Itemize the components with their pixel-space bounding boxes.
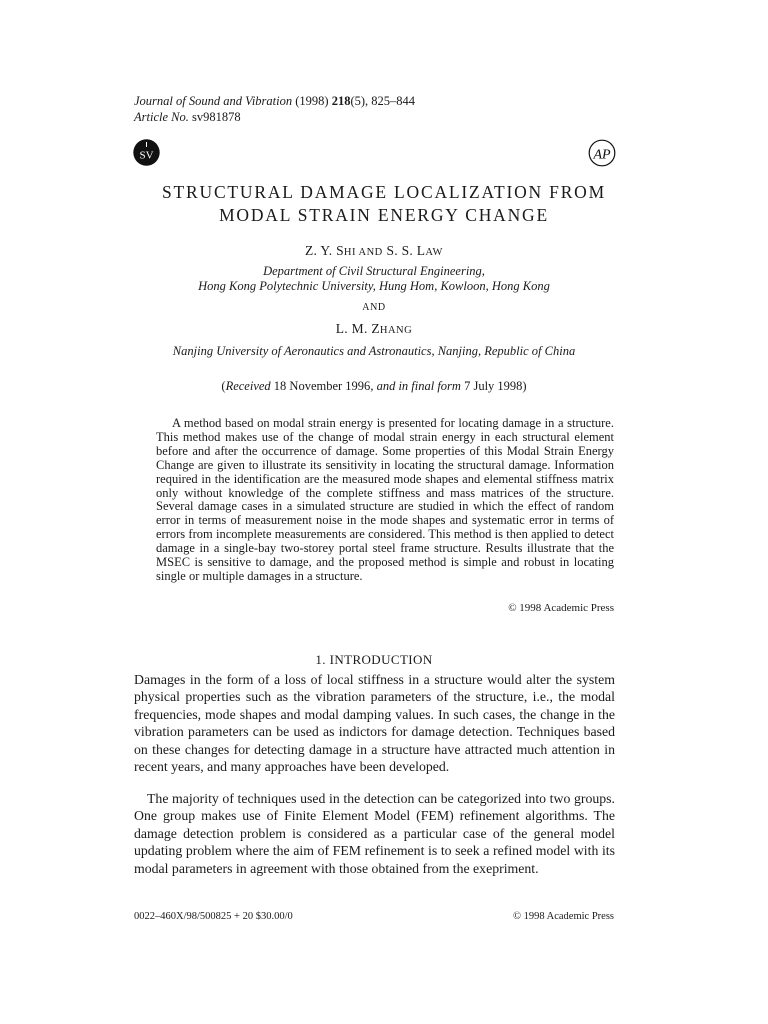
body-paragraph-2-text: The majority of techniques used in the detection can be categorized into two groups. One group makes use of Finite Element Model (FEM) refinement algorithms. The damage detection problem is considered as a particular case of the general model updating problem where the aim of FEM refinement is to seek a refined model with its modal parameters in agreement with those obtained from the exepriment. xyxy=(134,791,615,876)
final-form-phrase: , and in final form xyxy=(370,379,461,393)
journal-name: Journal of Sound and Vibration xyxy=(134,94,293,108)
footer-copyright: © 1998 Academic Press xyxy=(512,911,614,922)
article-label: Article No. xyxy=(134,110,189,124)
received-word: Received xyxy=(225,379,271,393)
sv-logo-icon xyxy=(133,139,160,166)
received-open-paren: ( xyxy=(221,379,226,393)
and-separator: AND xyxy=(362,302,386,313)
journal-citation xyxy=(134,93,415,109)
affiliation-2: Nanjing University of Aeronautics and Astronautics, Nanjing, Republic of China xyxy=(172,344,576,358)
svg-text:SV: SV xyxy=(139,149,154,162)
body-paragraph-2 xyxy=(134,790,615,877)
author-list-1 xyxy=(0,243,748,259)
paper-title-line-1: STRUCTURAL DAMAGE LOCALIZATION FROM xyxy=(162,182,606,202)
footer-issn-code: 0022–460X/98/500825 + 20 $30.00/0 xyxy=(134,911,293,922)
author-2-initials: S. S. L xyxy=(382,243,426,258)
received-close: 1998) xyxy=(494,379,527,393)
article-number-line xyxy=(134,109,241,125)
abstract-copyright: © 1998 Academic Press xyxy=(508,602,614,614)
author-3-surname-rest: HANG xyxy=(379,325,413,336)
author-2-surname-rest: AW xyxy=(425,247,443,258)
author-3-initials: L. M. Z xyxy=(335,321,380,336)
ap-logo-icon xyxy=(588,139,616,167)
body-paragraph-1: Damages in the form of a loss of local stiffness in a structure would alter the system physical properties such as the vibration parameters of the structure, i.e., the modal frequencies, mode shapes and modal damping values. In such cases, the change in the vibration parameters can be used as indictors for damage detection. Techniques based on these changes for detecting damage in a structure have attracted much attention in recent years, and many approaches have been developed. xyxy=(134,672,615,775)
journal-issue-pages: (5), 825–844 xyxy=(350,94,416,108)
journal-volume: 218 xyxy=(331,94,351,108)
article-number: sv981878 xyxy=(191,110,241,124)
author-list-2 xyxy=(0,321,748,337)
journal-year: (1998) xyxy=(295,94,329,108)
affiliation-1-line-2: Hong Kong Polytechnic University, Hung Hom, Kowloon, Hong Kong xyxy=(198,279,550,293)
author-1-surname-rest: HI AND xyxy=(343,247,383,258)
paper-title-line-2: MODAL STRAIN ENERGY CHANGE xyxy=(219,205,549,225)
author-1-initials: Z. Y. S xyxy=(305,243,344,258)
affiliation-1-line-1: Department of Civil Structural Engineering, xyxy=(263,264,485,278)
section-heading-introduction: 1. INTRODUCTION xyxy=(315,652,433,667)
received-dates xyxy=(0,379,748,394)
svg-text:AP: AP xyxy=(593,147,611,163)
abstract-text: A method based on modal strain energy is presented for locating damage in a structure. This method makes use of the change of modal strain energy in each structural element before and after the occurrence of damage. Some properties of this Modal Strain Energy Change are given to illustrate its sensitivity in locating the structural damage. Information required in the identification are the measured mode shapes and elemental stiffness matrix only without knowledge of the complete stiffness and mass matrices of the structure. Several damage cases in a simulated structure are studied in which the effect of random error in terms of measurement noise in the mode shapes and systematic error in terms of errors from incomplete measurements are considered. This method is then applied to detect damage in a single-bay two-storey portal steel frame structure. Results illustrate that the MSEC is sensitive to damage, and the proposed method is simple and robust in locating single or multiple damages in a structure. xyxy=(156,416,614,583)
final-form-date: 7 July xyxy=(464,379,495,393)
received-date: 18 November 1996 xyxy=(273,379,371,393)
abstract xyxy=(156,417,614,584)
